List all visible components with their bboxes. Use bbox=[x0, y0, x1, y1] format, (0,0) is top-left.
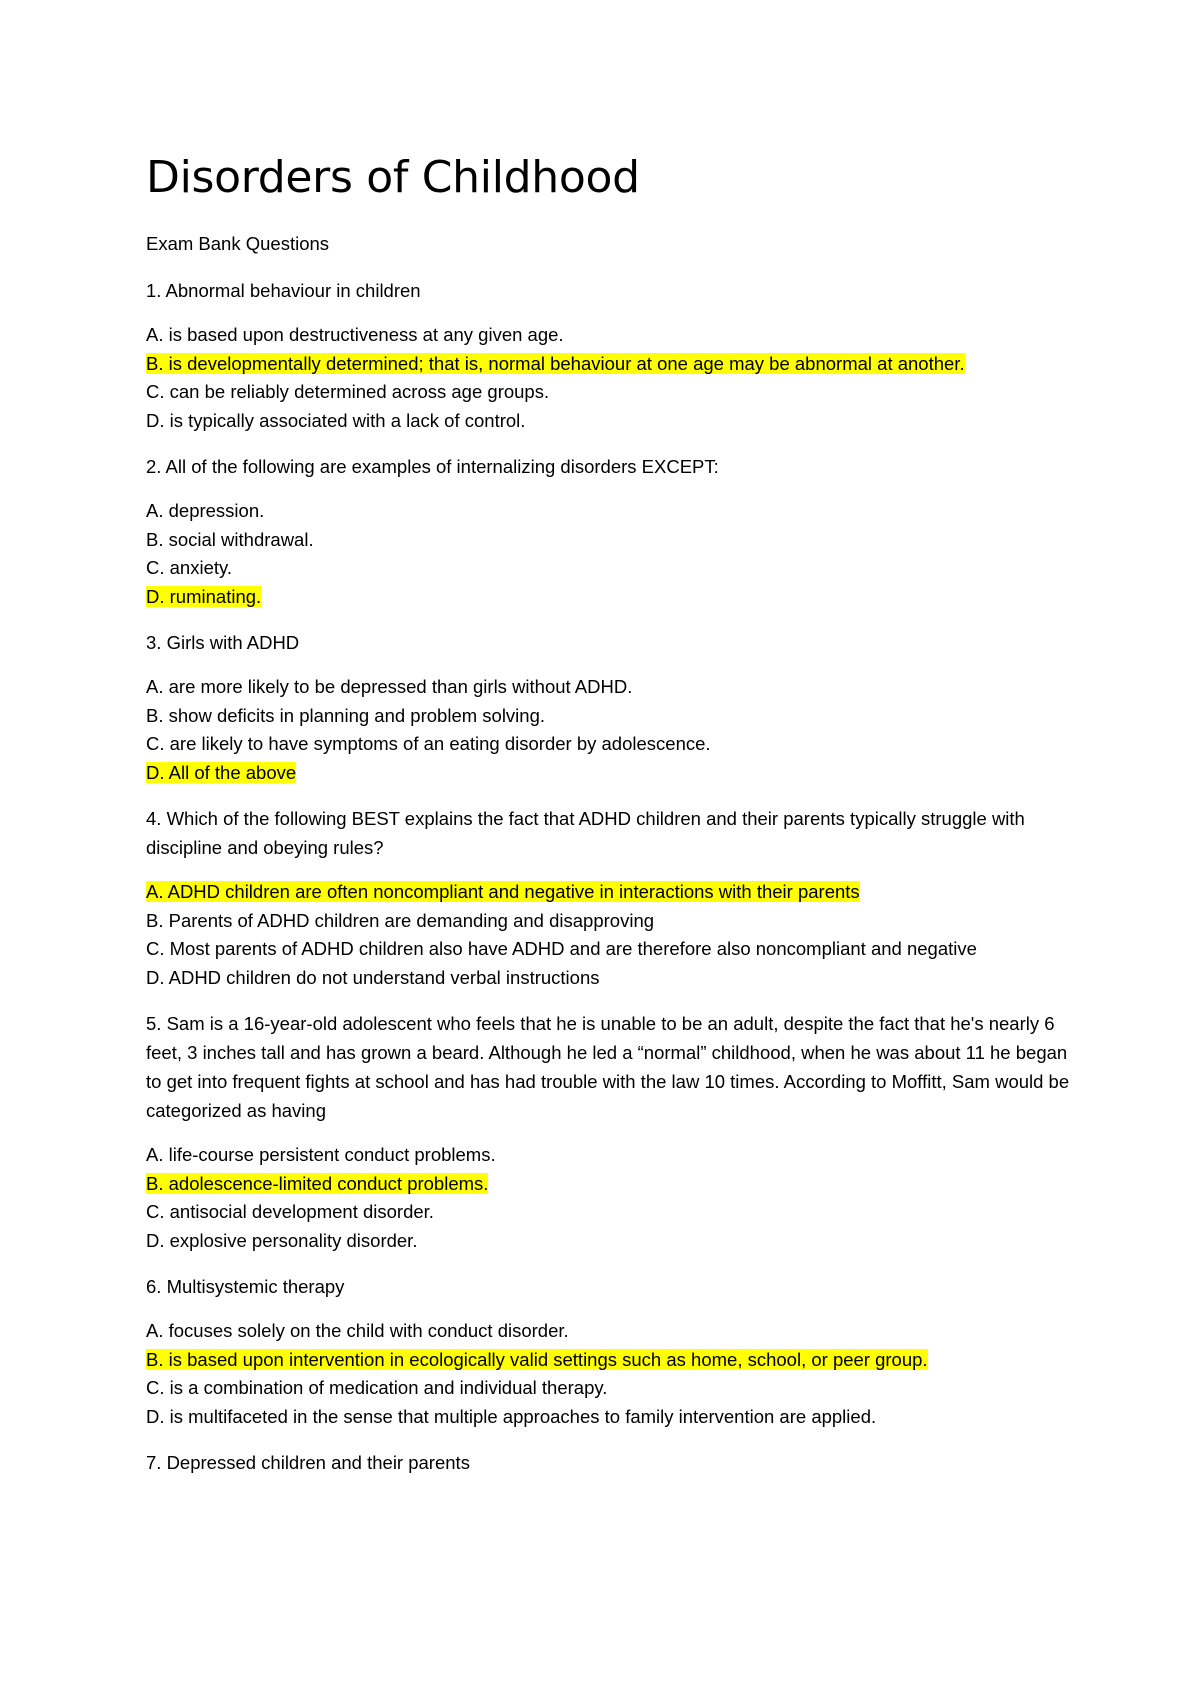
answer-options bbox=[146, 1317, 1076, 1431]
answer-option bbox=[146, 526, 1076, 555]
answer-option bbox=[146, 1227, 1076, 1256]
answer-option bbox=[146, 554, 1076, 583]
answer-text: D. explosive personality disorder. bbox=[146, 1229, 418, 1251]
highlighted-answer-text: A. ADHD children are often noncompliant and negative in interactions with their parents bbox=[146, 881, 860, 902]
question-text: 4. Which of the following BEST explains the fact that ADHD children and their parents typically struggle with discipline and obeying rules? bbox=[146, 808, 1025, 858]
answer-text: D. is multifaceted in the sense that multiple approaches to family intervention are applied. bbox=[146, 1405, 877, 1427]
question-block bbox=[146, 276, 1076, 435]
answer-options bbox=[146, 878, 1076, 992]
question-text: 7. Depressed children and their parents bbox=[146, 1452, 470, 1473]
answer-text: A. focuses solely on the child with conduct disorder. bbox=[146, 1320, 569, 1341]
answer-text: A. depression. bbox=[146, 500, 265, 521]
answer-option-correct bbox=[146, 350, 1076, 379]
answer-text: C. is a combination of medication and individual therapy. bbox=[146, 1377, 608, 1398]
question-list bbox=[146, 276, 1076, 1477]
answer-text: D. is typically associated with a lack of control. bbox=[146, 409, 526, 431]
answer-option bbox=[146, 1317, 1076, 1346]
answer-options bbox=[146, 321, 1076, 435]
answer-option-correct bbox=[146, 583, 1076, 612]
answer-options bbox=[146, 1141, 1076, 1255]
answer-option bbox=[146, 407, 1076, 436]
highlighted-answer-text: B. adolescence-limited conduct problems. bbox=[146, 1172, 489, 1194]
document-page bbox=[146, 150, 1076, 1494]
answer-text: C. antisocial development disorder. bbox=[146, 1201, 434, 1222]
answer-options bbox=[146, 673, 1076, 787]
question-block bbox=[146, 804, 1076, 992]
answer-text: A. is based upon destructiveness at any given age. bbox=[146, 324, 564, 345]
answer-option bbox=[146, 935, 1076, 964]
question-block bbox=[146, 1272, 1076, 1431]
answer-option-correct bbox=[146, 759, 1076, 788]
highlighted-answer-text: B. is developmentally determined; that is, normal behaviour at one age may be abnormal at another. bbox=[146, 352, 965, 374]
answer-option bbox=[146, 321, 1076, 350]
question-block bbox=[146, 452, 1076, 611]
highlighted-answer-text: B. is based upon intervention in ecologically valid settings such as home, school, or peer group. bbox=[146, 1348, 928, 1370]
answer-option bbox=[146, 1198, 1076, 1227]
question-block bbox=[146, 1009, 1076, 1255]
answer-text: A. life-course persistent conduct problems. bbox=[146, 1144, 496, 1165]
question-block bbox=[146, 1448, 1076, 1477]
answer-option bbox=[146, 1374, 1076, 1403]
answer-text: C. are likely to have symptoms of an eating disorder by adolescence. bbox=[146, 733, 711, 754]
answer-text: C. can be reliably determined across age groups. bbox=[146, 381, 550, 402]
answer-text: A. are more likely to be depressed than girls without ADHD. bbox=[146, 676, 633, 697]
question-text: 2. All of the following are examples of internalizing disorders EXCEPT: bbox=[146, 456, 719, 477]
question-block bbox=[146, 628, 1076, 787]
document-subtitle: Exam Bank Questions bbox=[146, 233, 330, 254]
answer-text: C. anxiety. bbox=[146, 557, 233, 578]
answer-option bbox=[146, 1403, 1076, 1432]
answer-text: D. ADHD children do not understand verbal instructions bbox=[146, 966, 600, 988]
answer-text: B. Parents of ADHD children are demanding and disapproving bbox=[146, 909, 655, 931]
answer-option-correct bbox=[146, 878, 1076, 907]
answer-options bbox=[146, 497, 1076, 611]
answer-option bbox=[146, 1141, 1076, 1170]
document-title: Disorders of Childhood bbox=[146, 152, 640, 203]
question-text: 3. Girls with ADHD bbox=[146, 632, 300, 653]
answer-option bbox=[146, 378, 1076, 407]
highlighted-answer-text: D. ruminating. bbox=[146, 585, 262, 607]
answer-text: C. Most parents of ADHD children also have ADHD and are therefore also noncompliant and negative bbox=[146, 938, 977, 959]
question-text: 1. Abnormal behaviour in children bbox=[146, 280, 421, 301]
answer-option bbox=[146, 673, 1076, 702]
answer-text: B. show deficits in planning and problem solving. bbox=[146, 704, 546, 726]
answer-text: B. social withdrawal. bbox=[146, 528, 314, 550]
answer-option bbox=[146, 497, 1076, 526]
answer-option-correct bbox=[146, 1346, 1076, 1375]
answer-option-correct bbox=[146, 1170, 1076, 1199]
question-text: 5. Sam is a 16-year-old adolescent who feels that he is unable to be an adult, despite the fact that he's nearly 6 feet, 3 inches tall and has grown a beard. Although he led a “normal” childhood, when he was about 11 he began to get into frequent fights at school and has had trouble with the law 10 times. According to Moffitt, Sam would be categorized as having bbox=[146, 1013, 1070, 1121]
highlighted-answer-text: D. All of the above bbox=[146, 761, 297, 783]
answer-option bbox=[146, 730, 1076, 759]
question-text: 6. Multisystemic therapy bbox=[146, 1276, 345, 1297]
answer-option bbox=[146, 964, 1076, 993]
answer-option bbox=[146, 907, 1076, 936]
answer-option bbox=[146, 702, 1076, 731]
